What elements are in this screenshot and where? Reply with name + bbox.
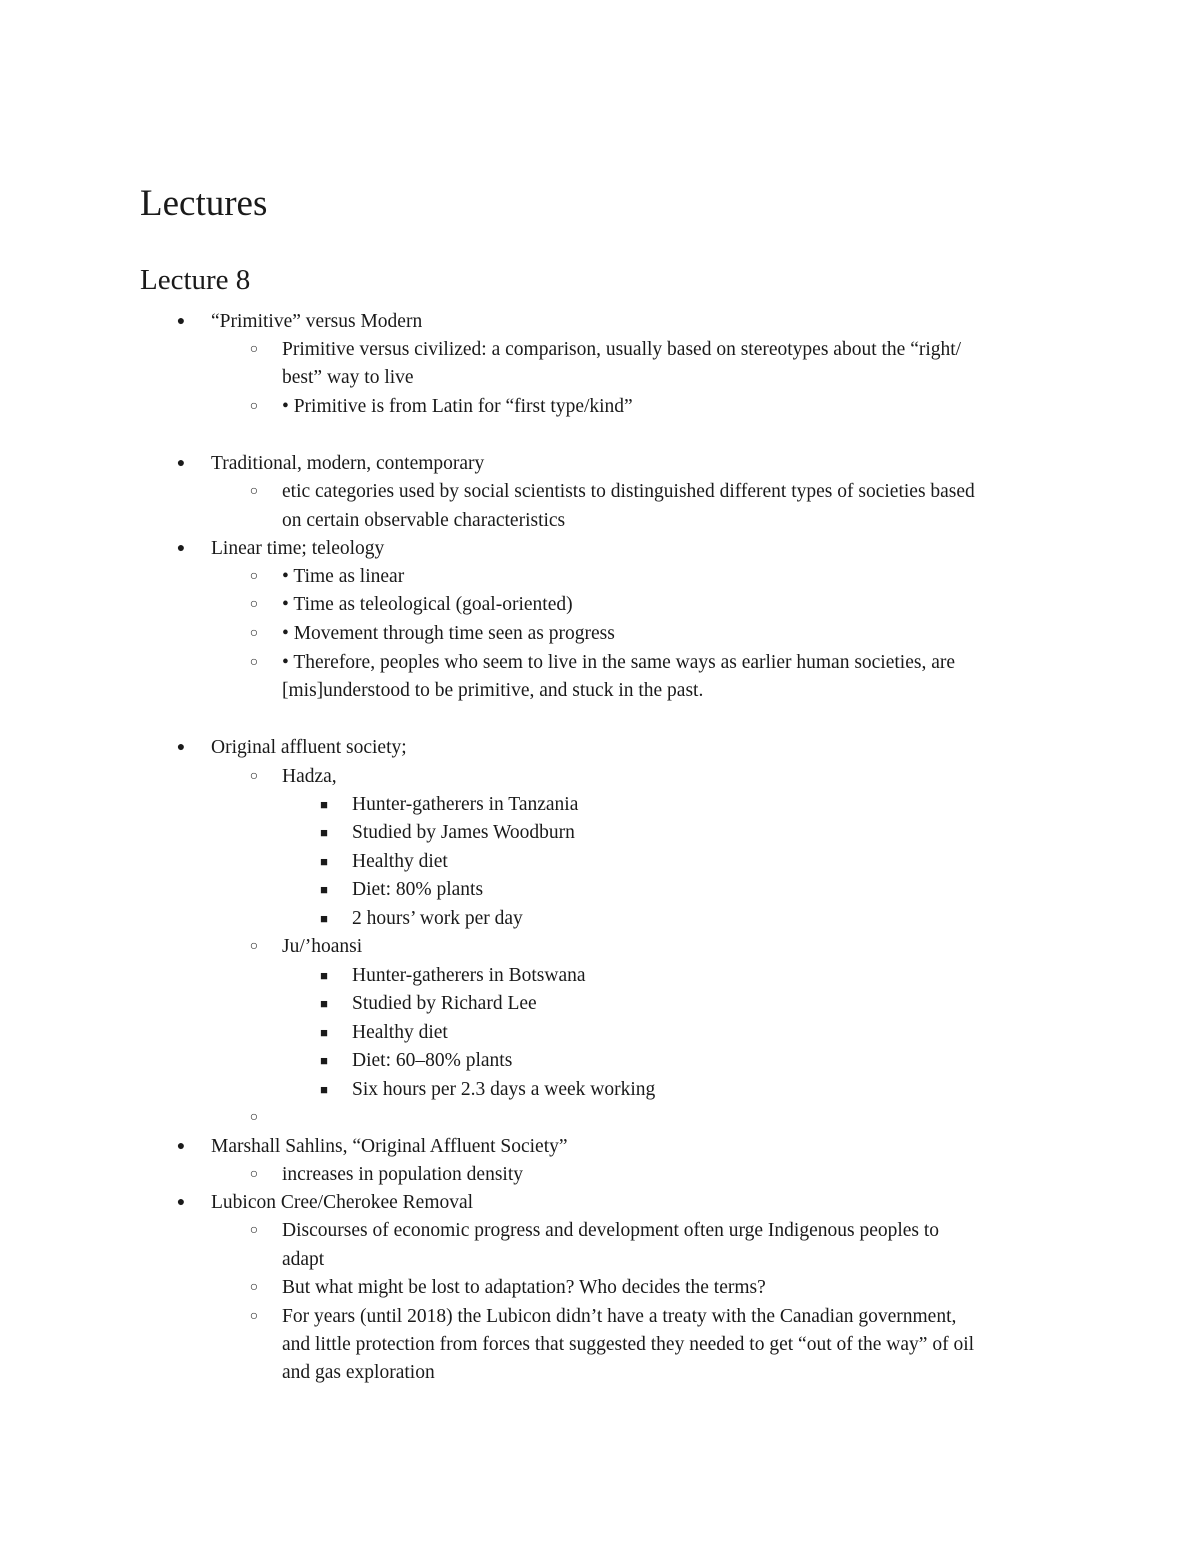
list-item: But what might be lost to adaptation? Who decides the terms?: [282, 1277, 766, 1298]
bullet-circle-icon: ○: [249, 1280, 259, 1295]
list-item: adapt: [282, 1249, 325, 1270]
bullet-circle-icon: ○: [249, 484, 259, 499]
list-item: • Time as linear: [282, 566, 405, 587]
bullet-square-icon: ■: [320, 1025, 328, 1040]
list-item: 2 hours’ work per day: [352, 908, 523, 929]
bullet-square-icon: ■: [320, 911, 328, 926]
bullet-square-icon: ■: [320, 882, 328, 897]
bullet-square-icon: ■: [320, 968, 328, 983]
list-item: Marshall Sahlins, “Original Affluent Society”: [211, 1136, 568, 1157]
bullet-dot-icon: ●: [176, 456, 186, 471]
bullet-dot-icon: ●: [176, 1139, 186, 1154]
list-item: Healthy diet: [352, 1022, 448, 1043]
list-item: Healthy diet: [352, 851, 448, 872]
list-item: • Time as teleological (goal-oriented): [282, 594, 573, 615]
section-title: Lecture 8: [140, 264, 251, 296]
list-item: Studied by Richard Lee: [352, 993, 537, 1014]
list-item: For years (until 2018) the Lubicon didn’t have a treaty with the Canadian government,: [282, 1306, 957, 1327]
list-item: Hunter-gatherers in Botswana: [352, 965, 586, 986]
bullet-circle-icon: ○: [249, 769, 259, 784]
bullet-square-icon: ■: [320, 996, 328, 1011]
bullet-circle-icon: ○: [249, 342, 259, 357]
bullet-dot-icon: ●: [176, 740, 186, 755]
bullet-square-icon: ■: [320, 854, 328, 869]
list-item: Lubicon Cree/Cherokee Removal: [211, 1192, 474, 1213]
list-item: “Primitive” versus Modern: [211, 311, 423, 332]
bullet-circle-icon: ○: [249, 1167, 259, 1182]
bullet-circle-icon: ○: [249, 399, 259, 414]
list-item: • Primitive is from Latin for “first type/kind”: [282, 396, 633, 417]
bullet-circle-icon: ○: [249, 569, 259, 584]
list-item: Diet: 80% plants: [352, 879, 484, 900]
bullet-circle-icon: ○: [249, 939, 259, 954]
bullet-square-icon: ■: [320, 1082, 328, 1097]
list-item: • Therefore, peoples who seem to live in the same ways as earlier human societies, are: [282, 652, 956, 673]
list-item: increases in population density: [282, 1164, 523, 1185]
document-title: Lectures: [140, 183, 268, 224]
bullet-square-icon: ■: [320, 1053, 328, 1068]
bullet-circle-icon: ○: [249, 1309, 259, 1324]
bullet-circle-icon: ○: [249, 1110, 259, 1125]
list-item: on certain observable characteristics: [282, 510, 566, 531]
list-item: Primitive versus civilized: a comparison, usually based on stereotypes about the “right/: [282, 339, 962, 360]
list-item: etic categories used by social scientists to distinguished different types of societies based: [282, 481, 975, 502]
list-item: [mis]understood to be primitive, and stuck in the past.: [282, 680, 704, 701]
list-item: Hadza,: [282, 766, 337, 787]
list-item: • Movement through time seen as progress: [282, 623, 615, 644]
list-item: and gas exploration: [282, 1362, 435, 1383]
list-item: Studied by James Woodburn: [352, 822, 575, 843]
list-item: Diet: 60–80% plants: [352, 1050, 513, 1071]
bullet-square-icon: ■: [320, 825, 328, 840]
bullet-circle-icon: ○: [249, 1223, 259, 1238]
list-item: Discourses of economic progress and development often urge Indigenous peoples to: [282, 1220, 940, 1241]
bullet-circle-icon: ○: [249, 655, 259, 670]
list-item: Original affluent society;: [211, 737, 407, 758]
list-item: and little protection from forces that suggested they needed to get “out of the way” of oil: [282, 1334, 975, 1355]
bullet-square-icon: ■: [320, 797, 328, 812]
list-item: best” way to live: [282, 367, 414, 388]
bullet-dot-icon: ●: [176, 1195, 186, 1210]
list-item: Traditional, modern, contemporary: [211, 453, 485, 474]
list-item: Six hours per 2.3 days a week working: [352, 1079, 656, 1100]
bullet-circle-icon: ○: [249, 626, 259, 641]
list-item: Ju/’hoansi: [282, 936, 363, 957]
list-item: Linear time; teleology: [211, 538, 385, 559]
bullet-circle-icon: ○: [249, 597, 259, 612]
bullet-dot-icon: ●: [176, 314, 186, 329]
bullet-dot-icon: ●: [176, 541, 186, 556]
list-item: Hunter-gatherers in Tanzania: [352, 794, 579, 815]
